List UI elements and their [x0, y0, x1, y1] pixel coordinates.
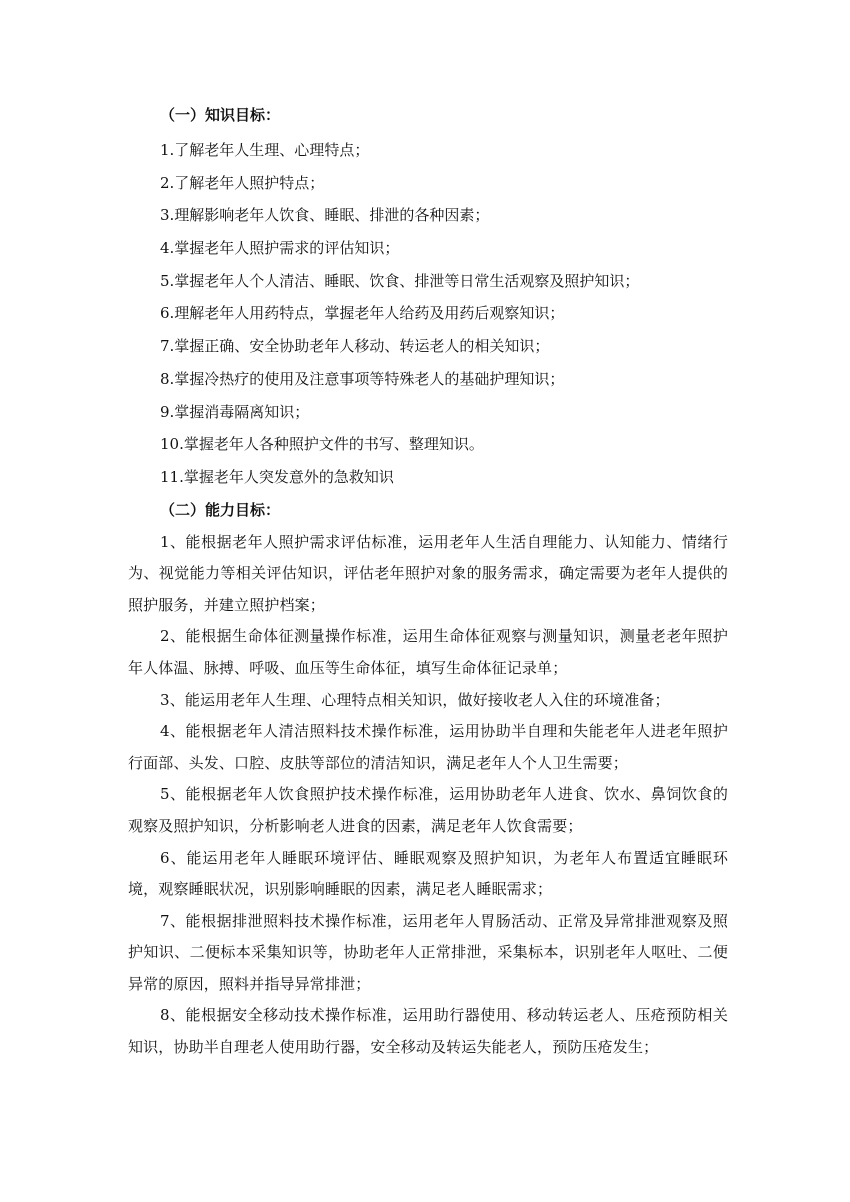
- knowledge-item: 8.掌握冷热疗的使用及注意事项等特殊老人的基础护理知识；: [160, 369, 565, 388]
- knowledge-item: 5.掌握老年人个人清洁、睡眠、饮食、排泄等日常生活观察及照护知识；: [160, 271, 640, 290]
- ability-item: 7、能根据排泄照料技术操作标准，运用老年人胃肠活动、正常及异常排泄观察及照护知识、二便标本采集知识等，协助老年人正常排泄，采集标本，识别老年人呕吐、二便异常的原因，照料并指导异常排泄；: [128, 911, 728, 993]
- knowledge-item: 11.掌握老年人突发意外的急救知识: [160, 467, 394, 486]
- document-body: [128, 106, 728, 1064]
- knowledge-goals-list: [128, 141, 728, 487]
- ability-item: 4、能根据老年人清洁照料技术操作标准，运用协助半自理和失能老年人进老年照护行面部、头发、口腔、皮肤等部位的清洁知识，满足老年人个人卫生需要；: [128, 722, 728, 772]
- ability-goals-list: [128, 527, 728, 1064]
- knowledge-item: 6.理解老年人用药特点，掌握老年人给药及用药后观察知识；: [160, 304, 565, 323]
- knowledge-item: 1.了解老年人生理、心理特点；: [160, 141, 370, 159]
- ability-item: 8、能根据安全移动技术操作标准，运用助行器使用、移动转运老人、压疮预防相关知识，协助半自理老人使用助行器，安全移动及转运失能老人，预防压疮发生；: [128, 1006, 728, 1057]
- knowledge-item: 2.了解老年人照护特点；: [160, 173, 325, 192]
- ability-item: 1、能根据老年人照护需求评估标准，运用老年人生活自理能力、认知能力、情绪行为、视觉能力等相关评估知识，评估老年照护对象的服务需求，确定需要为老年人提供的照护服务，并建立照护档案；: [128, 532, 728, 614]
- knowledge-item: 9.掌握消毒隔离知识；: [160, 402, 310, 421]
- ability-goals-heading: （二）能力目标：: [160, 500, 281, 519]
- ability-item: 6、能运用老年人睡眠环境评估、睡眠观察及照护知识，为老年人布置适宜睡眠环境，观察睡眠状况，识别影响睡眠的因素，满足老人睡眠需求；: [128, 848, 728, 899]
- knowledge-goals-heading: （一）知识目标：: [160, 106, 281, 124]
- ability-item: 3、能运用老年人生理、心理特点相关知识，做好接收老人入住的环境准备；: [160, 690, 670, 709]
- knowledge-item: 10.掌握老年人各种照护文件的书写、整理知识。: [160, 435, 484, 454]
- ability-item: 2、能根据生命体征测量操作标准，运用生命体征观察与测量知识，测量老老年照护年人体温、脉搏、呼吸、血压等生命体征，填写生命体征记录单；: [128, 627, 728, 677]
- knowledge-item: 7.掌握正确、安全协助老年人移动、转运老人的相关知识；: [160, 337, 550, 356]
- ability-item: 5、能根据老年人饮食照护技术操作标准，运用协助老年人进食、饮水、鼻饲饮食的观察及照护知识，分析影响老人进食的因素，满足老年人饮食需要；: [128, 785, 728, 835]
- knowledge-item: 4.掌握老年人照护需求的评估知识；: [160, 239, 400, 258]
- knowledge-item: 3.理解影响老年人饮食、睡眠、排泄的各种因素；: [160, 206, 490, 225]
